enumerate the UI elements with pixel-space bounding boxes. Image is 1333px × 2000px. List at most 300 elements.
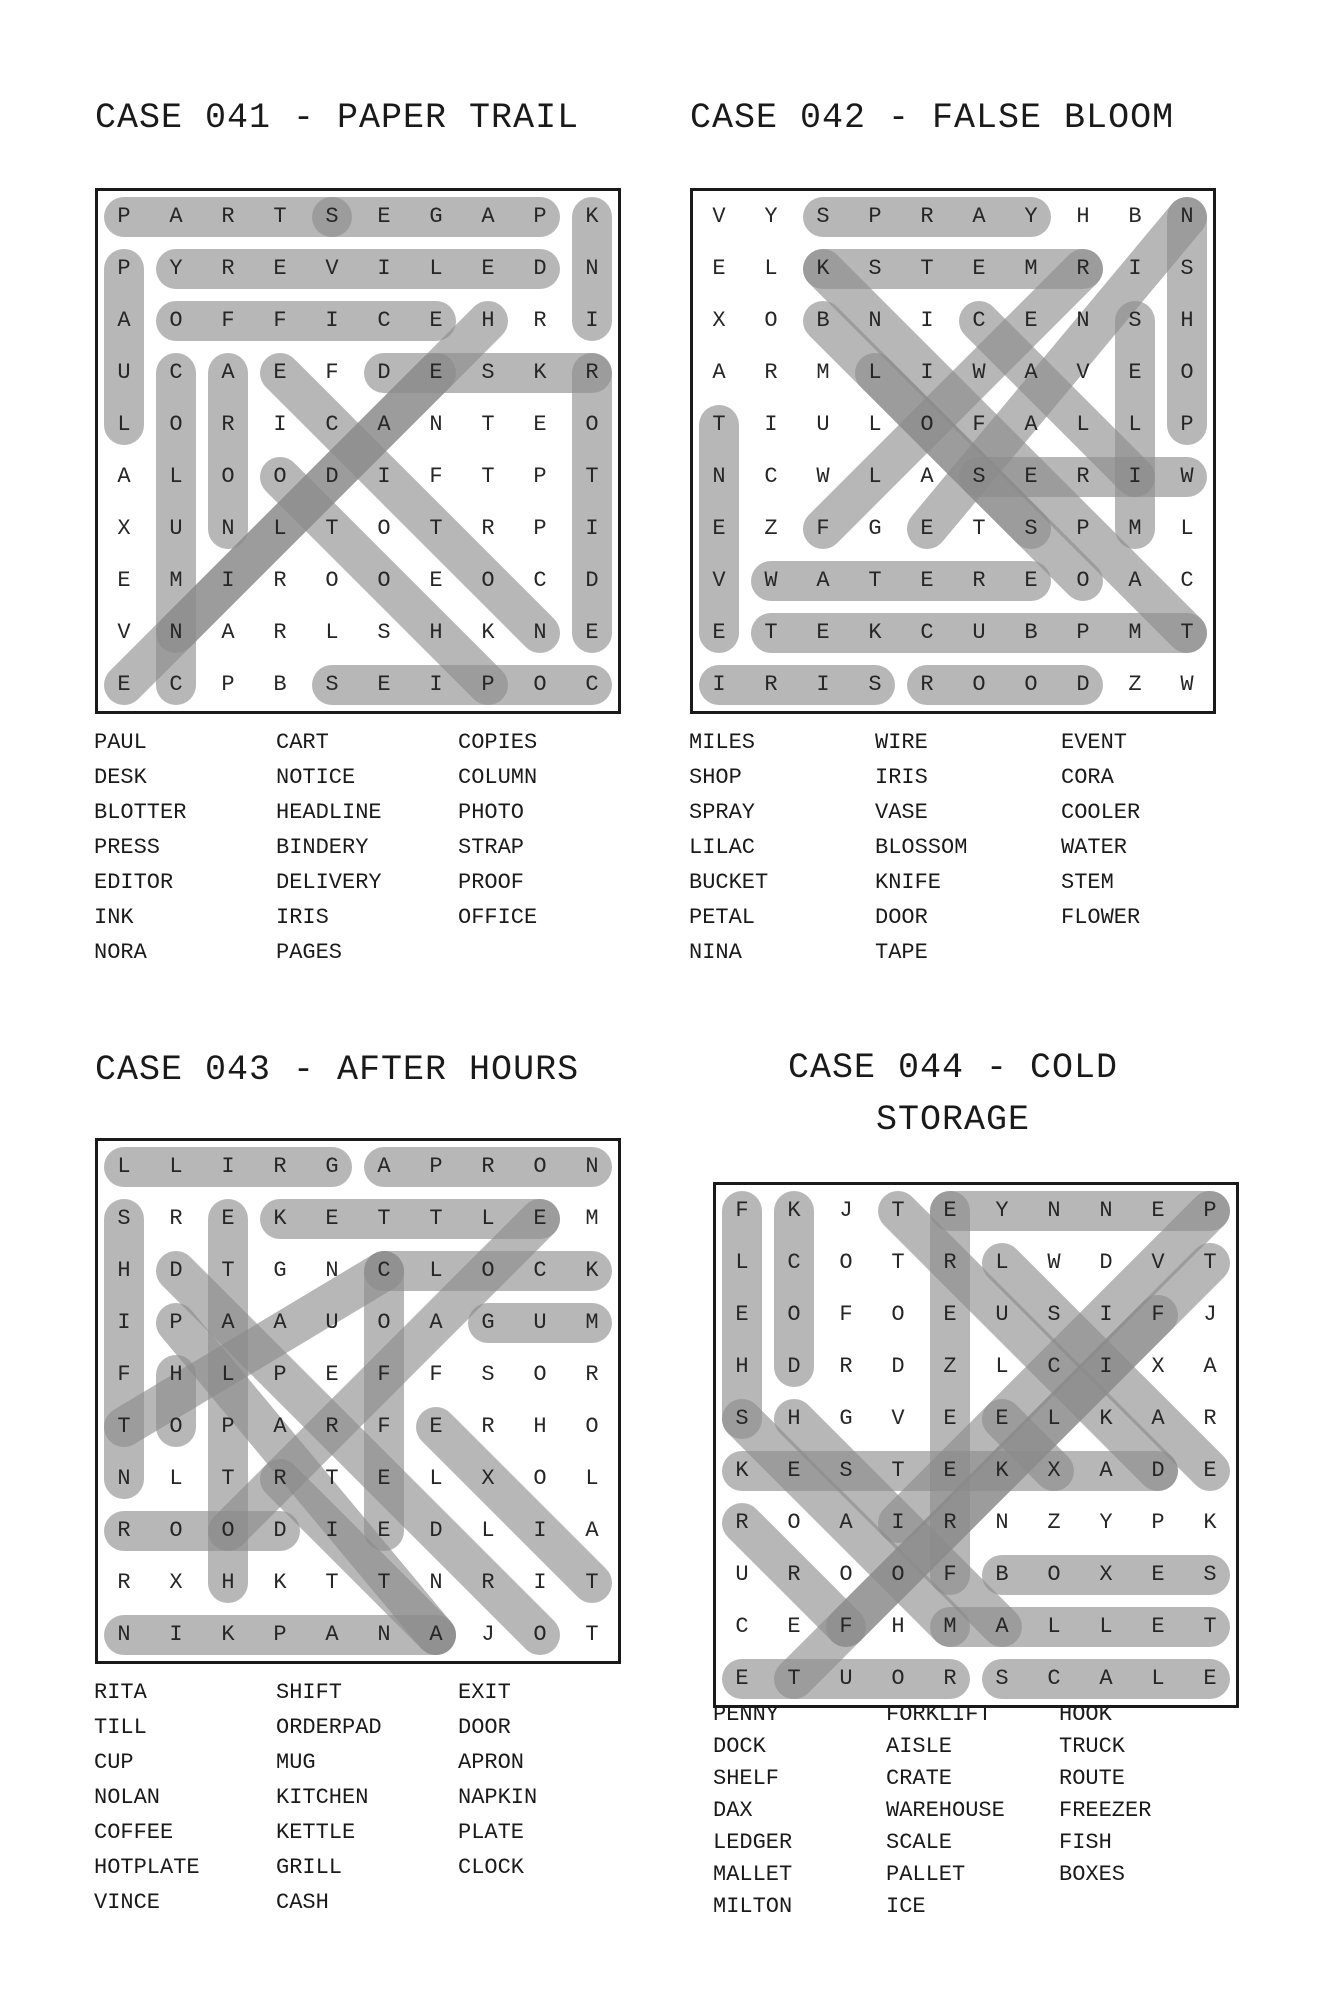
word-list-item: APRON [458, 1750, 525, 1775]
grid-letter: T [585, 464, 599, 489]
grid-letter: A [816, 568, 830, 593]
grid-letter: R [764, 360, 778, 385]
grid-letter: O [169, 1518, 183, 1543]
grid-letter: E [943, 1458, 957, 1483]
grid-letter: Z [1047, 1510, 1061, 1535]
grid-letter: W [1180, 672, 1194, 697]
grid-letter: O [972, 672, 986, 697]
word-list-item: BUCKET [689, 870, 769, 895]
grid-letter: A [1128, 568, 1142, 593]
grid-letter: U [117, 360, 131, 385]
grid-letter: L [868, 464, 882, 489]
grid-letter: W [764, 568, 778, 593]
word-list-item: COLUMN [458, 765, 538, 790]
grid-letter: A [1203, 1354, 1217, 1379]
grid-letter: X [1151, 1354, 1165, 1379]
grid-letter: E [735, 1666, 749, 1691]
grid-letter: T [585, 1570, 599, 1595]
grid-letter: R [735, 1510, 749, 1535]
grid-letter: O [273, 464, 287, 489]
grid-letter: E [943, 1406, 957, 1431]
grid-letter: A [1151, 1406, 1165, 1431]
word-list-item: BINDERY [276, 835, 369, 860]
grid-letter: L [1180, 516, 1194, 541]
grid-letter: J [1203, 1302, 1217, 1327]
grid-letter: P [533, 204, 547, 229]
grid-letter: R [169, 1206, 183, 1231]
grid-letter: M [943, 1614, 957, 1639]
grid-letter: S [972, 464, 986, 489]
grid-letter: R [481, 516, 495, 541]
grid-letter: G [429, 204, 443, 229]
grid-letter: F [429, 1362, 443, 1387]
grid-letter: M [816, 360, 830, 385]
word-list-item: EDITOR [94, 870, 174, 895]
grid-letter: Y [1024, 204, 1038, 229]
grid-letter: E [712, 620, 726, 645]
grid-letter: E [712, 516, 726, 541]
grid-letter: C [533, 1258, 547, 1283]
grid-letter: N [868, 308, 882, 333]
word-list-item: INK [94, 905, 134, 930]
grid-letter: P [169, 1310, 183, 1335]
grid-letter: M [169, 568, 183, 593]
word-list-item: PENNY [713, 1702, 780, 1727]
word-list-item: NOLAN [94, 1785, 161, 1810]
word-list-item: LEDGER [713, 1830, 793, 1855]
grid-letter: A [221, 1310, 235, 1335]
grid-letter: F [221, 308, 235, 333]
grid-letter: P [117, 204, 131, 229]
word-list-item: WAREHOUSE [886, 1798, 1005, 1823]
word-list-item: CLOCK [458, 1855, 525, 1880]
word-list-item: DAX [713, 1798, 753, 1823]
grid-letter: I [117, 1310, 131, 1335]
grid-letter: S [1203, 1562, 1217, 1587]
grid-letter: T [325, 1570, 339, 1595]
grid-letter: P [429, 1154, 443, 1179]
grid-letter: L [117, 412, 131, 437]
grid-letter: L [481, 1518, 495, 1543]
grid-letter: A [273, 1310, 287, 1335]
grid-letter: O [533, 1154, 547, 1179]
grid-letter: S [325, 204, 339, 229]
grid-letter: C [377, 1258, 391, 1283]
grid-letter: U [839, 1666, 853, 1691]
grid-letter: E [1151, 1614, 1165, 1639]
grid-letter: P [1151, 1510, 1165, 1535]
grid-letter: D [1099, 1250, 1113, 1275]
grid-letter: E [325, 1206, 339, 1231]
grid-letter: O [891, 1562, 905, 1587]
grid-letter: M [585, 1310, 599, 1335]
grid-letter: R [585, 360, 599, 385]
grid-letter: F [972, 412, 986, 437]
grid-letter: S [1047, 1302, 1061, 1327]
grid-letter: O [533, 1466, 547, 1491]
grid-letter: R [221, 204, 235, 229]
grid-letter: M [1024, 256, 1038, 281]
grid-letter: C [585, 672, 599, 697]
grid-letter: I [533, 1570, 547, 1595]
grid-letter: H [117, 1258, 131, 1283]
word-list-item: ICE [886, 1894, 926, 1919]
grid-letter: B [1128, 204, 1142, 229]
grid-letter: L [1076, 412, 1090, 437]
grid-letter: H [1076, 204, 1090, 229]
grid-letter: C [533, 568, 547, 593]
word-list-item: BOXES [1059, 1862, 1126, 1887]
grid-letter: N [377, 1622, 391, 1647]
grid-letter: Y [764, 204, 778, 229]
grid-letter: U [735, 1562, 749, 1587]
word-list-item: PALLET [886, 1862, 966, 1887]
letter-grid [95, 1138, 621, 1664]
grid-letter: K [585, 204, 599, 229]
grid-letter: R [920, 672, 934, 697]
letter-grid [95, 188, 621, 714]
word-list-item: KETTLE [276, 1820, 356, 1845]
grid-letter: R [273, 1466, 287, 1491]
word-list-item: RITA [94, 1680, 147, 1705]
grid-letter: W [816, 464, 830, 489]
grid-letter: C [377, 308, 391, 333]
grid-letter: V [1076, 360, 1090, 385]
word-list-item: EVENT [1061, 730, 1128, 755]
grid-letter: L [169, 464, 183, 489]
grid-letter: B [273, 672, 287, 697]
word-list-item: PAGES [276, 940, 343, 965]
grid-letter: R [1076, 256, 1090, 281]
grid-letter: C [972, 308, 986, 333]
grid-letter: O [533, 1362, 547, 1387]
grid-letter: F [839, 1302, 853, 1327]
word-list-item: WIRE [875, 730, 928, 755]
grid-letter: X [117, 516, 131, 541]
grid-letter: L [585, 1466, 599, 1491]
grid-letter: H [735, 1354, 749, 1379]
grid-letter: F [816, 516, 830, 541]
grid-letter: L [481, 1206, 495, 1231]
grid-letter: S [839, 1458, 853, 1483]
grid-letter: L [273, 516, 287, 541]
word-list-item: CORA [1061, 765, 1114, 790]
grid-letter: A [995, 1614, 1009, 1639]
grid-letter: O [169, 412, 183, 437]
grid-letter: S [481, 360, 495, 385]
word-list-item: OFFICE [458, 905, 538, 930]
grid-letter: P [221, 672, 235, 697]
grid-letter: D [787, 1354, 801, 1379]
grid-letter: L [868, 360, 882, 385]
grid-letter: S [735, 1406, 749, 1431]
grid-letter: N [585, 1154, 599, 1179]
word-list-item: KITCHEN [276, 1785, 369, 1810]
grid-letter: T [429, 1206, 443, 1231]
grid-letter: L [325, 620, 339, 645]
grid-letter: J [839, 1198, 853, 1223]
grid-letter: E [943, 1198, 957, 1223]
grid-letter: T [377, 1206, 391, 1231]
grid-letter: E [221, 1206, 235, 1231]
grid-letter: I [273, 412, 287, 437]
word-list-item: SCALE [886, 1830, 953, 1855]
grid-letter: C [325, 412, 339, 437]
grid-letter: R [117, 1570, 131, 1595]
grid-letter: X [169, 1570, 183, 1595]
grid-letter: R [221, 412, 235, 437]
grid-letter: E [533, 412, 547, 437]
grid-letter: R [325, 1414, 339, 1439]
grid-letter: E [325, 1362, 339, 1387]
grid-letter: F [429, 464, 443, 489]
grid-letter: K [585, 1258, 599, 1283]
grid-letter: E [429, 308, 443, 333]
grid-letter: R [943, 1510, 957, 1535]
grid-letter: R [481, 1154, 495, 1179]
grid-letter: O [169, 1414, 183, 1439]
grid-letter: A [117, 464, 131, 489]
grid-letter: R [839, 1354, 853, 1379]
grid-letter: L [429, 1258, 443, 1283]
grid-letter: V [325, 256, 339, 281]
word-list-item: DOOR [458, 1715, 511, 1740]
grid-letter: S [1180, 256, 1194, 281]
grid-letter: T [764, 620, 778, 645]
grid-letter: G [868, 516, 882, 541]
grid-letter: T [585, 1622, 599, 1647]
grid-letter: O [1047, 1562, 1061, 1587]
grid-letter: S [377, 620, 391, 645]
grid-letter: E [1024, 568, 1038, 593]
word-list-item: PLATE [458, 1820, 525, 1845]
grid-letter: L [764, 256, 778, 281]
grid-letter: H [891, 1614, 905, 1639]
word-list-item: SHOP [689, 765, 742, 790]
puzzle-title: CASE 044 - COLD STORAGE [787, 1048, 1119, 1140]
grid-letter: Y [995, 1198, 1009, 1223]
grid-letter: N [117, 1622, 131, 1647]
grid-letter: T [891, 1250, 905, 1275]
grid-letter: K [1203, 1510, 1217, 1535]
grid-letter: L [117, 1154, 131, 1179]
grid-letter: A [429, 1310, 443, 1335]
word-list-item: STRAP [458, 835, 525, 860]
grid-letter: T [325, 1466, 339, 1491]
grid-letter: E [787, 1614, 801, 1639]
grid-letter: N [585, 256, 599, 281]
grid-letter: E [1203, 1666, 1217, 1691]
grid-letter: R [221, 256, 235, 281]
grid-letter: U [533, 1310, 547, 1335]
grid-letter: R [943, 1666, 957, 1691]
grid-letter: A [1099, 1458, 1113, 1483]
grid-letter: E [1024, 308, 1038, 333]
grid-letter: L [169, 1154, 183, 1179]
grid-letter: C [764, 464, 778, 489]
grid-letter: T [972, 516, 986, 541]
grid-letter: T [221, 1466, 235, 1491]
grid-letter: I [533, 1518, 547, 1543]
word-list-item: MILTON [713, 1894, 793, 1919]
word-list-item: DELIVERY [276, 870, 382, 895]
grid-letter: O [787, 1302, 801, 1327]
grid-letter: T [481, 464, 495, 489]
grid-letter: E [787, 1458, 801, 1483]
grid-letter: K [995, 1458, 1009, 1483]
grid-letter: L [169, 1466, 183, 1491]
grid-letter: I [764, 412, 778, 437]
grid-letter: K [533, 360, 547, 385]
grid-letter: L [1047, 1614, 1061, 1639]
grid-letter: S [325, 672, 339, 697]
word-list-item: PHOTO [458, 800, 525, 825]
grid-letter: Z [943, 1354, 957, 1379]
grid-letter: R [533, 308, 547, 333]
grid-letter: Y [169, 256, 183, 281]
grid-letter: S [868, 672, 882, 697]
grid-letter: U [995, 1302, 1009, 1327]
grid-letter: A [221, 620, 235, 645]
word-list-item: HOOK [1059, 1702, 1112, 1727]
grid-letter: A [429, 1622, 443, 1647]
grid-letter: N [712, 464, 726, 489]
grid-letter: C [920, 620, 934, 645]
grid-letter: T [712, 412, 726, 437]
grid-letter: D [891, 1354, 905, 1379]
grid-letter: C [169, 672, 183, 697]
grid-letter: U [325, 1310, 339, 1335]
word-list-item: FREEZER [1059, 1798, 1152, 1823]
grid-letter: A [221, 360, 235, 385]
grid-letter: O [169, 308, 183, 333]
word-list-item: STEM [1061, 870, 1114, 895]
grid-letter: E [920, 516, 934, 541]
word-list-item: TAPE [875, 940, 928, 965]
word-list-item: PETAL [689, 905, 756, 930]
word-list-item: IRIS [875, 765, 928, 790]
grid-letter: S [1024, 516, 1038, 541]
word-list-item: CASH [276, 1890, 329, 1915]
grid-letter: D [377, 360, 391, 385]
grid-letter: A [1099, 1666, 1113, 1691]
grid-letter: E [377, 1518, 391, 1543]
word-list-item: TILL [94, 1715, 147, 1740]
grid-letter: O [1180, 360, 1194, 385]
grid-letter: R [273, 568, 287, 593]
grid-letter: P [117, 256, 131, 281]
grid-letter: A [169, 204, 183, 229]
word-list-item: MALLET [713, 1862, 793, 1887]
grid-letter: P [868, 204, 882, 229]
grid-letter: M [585, 1206, 599, 1231]
grid-letter: E [995, 1406, 1009, 1431]
grid-letter: T [273, 204, 287, 229]
grid-letter: A [325, 1622, 339, 1647]
grid-letter: V [712, 204, 726, 229]
grid-letter: E [1203, 1458, 1217, 1483]
grid-letter: E [920, 568, 934, 593]
grid-letter: I [585, 308, 599, 333]
word-list-item: HOTPLATE [94, 1855, 200, 1880]
grid-letter: D [1076, 672, 1090, 697]
grid-letter: C [735, 1614, 749, 1639]
grid-letter: T [377, 1570, 391, 1595]
grid-letter: H [533, 1414, 547, 1439]
grid-letter: G [839, 1406, 853, 1431]
grid-letter: U [169, 516, 183, 541]
grid-letter: L [1047, 1406, 1061, 1431]
grid-letter: W [972, 360, 986, 385]
grid-letter: S [1128, 308, 1142, 333]
grid-letter: L [995, 1354, 1009, 1379]
grid-letter: R [1076, 464, 1090, 489]
grid-letter: O [325, 568, 339, 593]
word-list-item: KNIFE [875, 870, 942, 895]
word-list-item: COFFEE [94, 1820, 174, 1845]
grid-letter: S [481, 1362, 495, 1387]
puzzle-title: CASE 043 - AFTER HOURS [95, 1050, 580, 1090]
grid-letter: E [117, 672, 131, 697]
grid-letter: J [481, 1622, 495, 1647]
word-list-item: SHELF [713, 1766, 780, 1791]
grid-letter: E [1024, 464, 1038, 489]
grid-letter: T [1180, 620, 1194, 645]
letter-grid [690, 188, 1216, 714]
grid-letter: I [1099, 1354, 1113, 1379]
grid-letter: E [533, 1206, 547, 1231]
grid-letter: E [712, 256, 726, 281]
grid-letter: A [712, 360, 726, 385]
grid-letter: A [585, 1518, 599, 1543]
grid-letter: O [377, 568, 391, 593]
grid-letter: D [533, 256, 547, 281]
grid-letter: I [377, 256, 391, 281]
grid-letter: F [377, 1362, 391, 1387]
grid-letter: E [816, 620, 830, 645]
grid-letter: I [325, 1518, 339, 1543]
grid-letter: N [429, 412, 443, 437]
grid-letter: G [325, 1154, 339, 1179]
grid-letter: F [735, 1198, 749, 1223]
grid-letter: T [891, 1198, 905, 1223]
word-list-item: LILAC [689, 835, 756, 860]
letter-grid [713, 1182, 1239, 1708]
grid-letter: R [972, 568, 986, 593]
word-list-item: CART [276, 730, 329, 755]
grid-letter: P [221, 1414, 235, 1439]
grid-letter: S [816, 204, 830, 229]
grid-letter: A [273, 1414, 287, 1439]
grid-letter: I [221, 568, 235, 593]
grid-letter: E [972, 256, 986, 281]
grid-letter: O [1024, 672, 1038, 697]
grid-letter: P [1203, 1198, 1217, 1223]
grid-letter: R [943, 1250, 957, 1275]
grid-letter: E [429, 568, 443, 593]
grid-letter: T [117, 1414, 131, 1439]
grid-letter: T [920, 256, 934, 281]
grid-letter: I [816, 672, 830, 697]
grid-letter: M [1128, 516, 1142, 541]
grid-letter: K [816, 256, 830, 281]
word-list-item: NORA [94, 940, 147, 965]
grid-letter: R [481, 1570, 495, 1595]
grid-letter: Z [1128, 672, 1142, 697]
grid-letter: O [481, 1258, 495, 1283]
grid-letter: A [481, 204, 495, 229]
grid-letter: O [1076, 568, 1090, 593]
